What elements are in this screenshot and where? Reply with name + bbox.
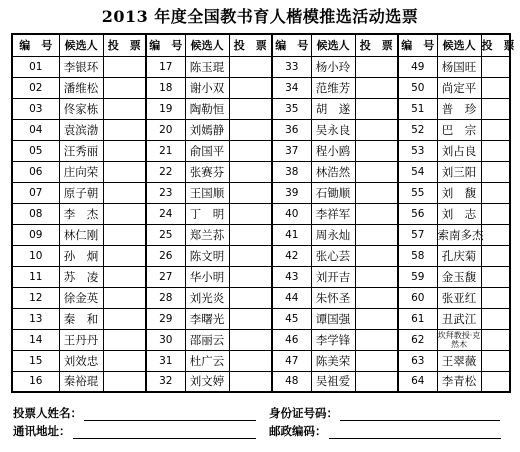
header-candidate: 候选人 bbox=[437, 34, 481, 56]
postcode-field bbox=[269, 423, 501, 439]
vote-box[interactable] bbox=[103, 329, 146, 350]
vote-box[interactable] bbox=[103, 140, 146, 161]
vote-box[interactable] bbox=[103, 266, 146, 287]
candidate-number: 08 bbox=[12, 203, 59, 224]
candidate-number: 46 bbox=[272, 329, 311, 350]
candidate-name: 秦裕琨 bbox=[59, 371, 103, 392]
candidate-number: 27 bbox=[146, 266, 185, 287]
vote-box[interactable] bbox=[481, 161, 510, 182]
vote-box[interactable] bbox=[229, 287, 272, 308]
id-number-label: 身份证号码： bbox=[269, 406, 338, 420]
candidate-number: 10 bbox=[12, 245, 59, 266]
vote-box[interactable] bbox=[355, 98, 398, 119]
candidate-number: 01 bbox=[12, 56, 59, 77]
table-row bbox=[12, 329, 510, 350]
header-candidate: 候选人 bbox=[185, 34, 229, 56]
header-number: 编 号 bbox=[398, 34, 437, 56]
candidate-number: 38 bbox=[272, 161, 311, 182]
candidate-number: 63 bbox=[398, 350, 437, 371]
vote-box[interactable] bbox=[481, 224, 510, 245]
candidate-number: 04 bbox=[12, 119, 59, 140]
vote-box[interactable] bbox=[481, 140, 510, 161]
candidate-number: 09 bbox=[12, 224, 59, 245]
vote-box[interactable] bbox=[229, 161, 272, 182]
candidate-number: 17 bbox=[146, 56, 185, 77]
candidate-number: 25 bbox=[146, 224, 185, 245]
header-number: 编 号 bbox=[272, 34, 311, 56]
table-row bbox=[12, 56, 510, 77]
vote-box[interactable] bbox=[481, 266, 510, 287]
candidate-number: 49 bbox=[398, 56, 437, 77]
candidate-number: 16 bbox=[12, 371, 59, 392]
candidate-name: 秦 和 bbox=[59, 308, 103, 329]
candidate-name: 王丹丹 bbox=[59, 329, 103, 350]
table-row bbox=[12, 98, 510, 119]
vote-box[interactable] bbox=[229, 140, 272, 161]
candidate-name: 刘光炎 bbox=[185, 287, 229, 308]
candidate-number: 15 bbox=[12, 350, 59, 371]
vote-box[interactable] bbox=[481, 350, 510, 371]
vote-box[interactable] bbox=[481, 98, 510, 119]
candidate-name: 邵丽云 bbox=[185, 329, 229, 350]
table-row bbox=[12, 161, 510, 182]
candidate-name: 李学锋 bbox=[311, 329, 355, 350]
table-row bbox=[12, 308, 510, 329]
table-row bbox=[12, 224, 510, 245]
candidate-number: 11 bbox=[12, 266, 59, 287]
candidate-number: 19 bbox=[146, 98, 185, 119]
candidate-name: 石锄顺 bbox=[311, 182, 355, 203]
vote-box[interactable] bbox=[229, 182, 272, 203]
vote-box[interactable] bbox=[229, 98, 272, 119]
vote-box[interactable] bbox=[103, 371, 146, 392]
candidate-name: 程小鸥 bbox=[311, 140, 355, 161]
candidate-number: 37 bbox=[272, 140, 311, 161]
postcode-line[interactable] bbox=[329, 426, 501, 439]
vote-box[interactable] bbox=[355, 203, 398, 224]
table-row bbox=[12, 182, 510, 203]
candidate-number: 39 bbox=[272, 182, 311, 203]
candidate-number: 42 bbox=[272, 245, 311, 266]
table-row bbox=[12, 77, 510, 98]
candidate-number: 23 bbox=[146, 182, 185, 203]
vote-box[interactable] bbox=[229, 371, 272, 392]
table-row bbox=[12, 287, 510, 308]
header-vote: 投 票 bbox=[355, 34, 398, 56]
vote-box[interactable] bbox=[103, 182, 146, 203]
candidate-number: 03 bbox=[12, 98, 59, 119]
vote-box[interactable] bbox=[103, 77, 146, 98]
header-vote: 投 票 bbox=[229, 34, 272, 56]
candidate-name: 原子朝 bbox=[59, 182, 103, 203]
vote-box[interactable] bbox=[355, 56, 398, 77]
vote-box[interactable] bbox=[481, 203, 510, 224]
candidate-name: 华小明 bbox=[185, 266, 229, 287]
candidate-number: 56 bbox=[398, 203, 437, 224]
candidate-name: 索南多杰 bbox=[437, 224, 481, 245]
vote-box[interactable] bbox=[229, 203, 272, 224]
vote-box[interactable] bbox=[355, 287, 398, 308]
vote-box[interactable] bbox=[229, 266, 272, 287]
vote-box[interactable] bbox=[355, 161, 398, 182]
candidate-name: 谭国强 bbox=[311, 308, 355, 329]
vote-box[interactable] bbox=[481, 371, 510, 392]
candidate-name: 潘维松 bbox=[59, 77, 103, 98]
candidate-number: 45 bbox=[272, 308, 311, 329]
candidate-name: 吴永良 bbox=[311, 119, 355, 140]
candidate-name: 刘文婷 bbox=[185, 371, 229, 392]
candidate-number: 53 bbox=[398, 140, 437, 161]
header-candidate: 候选人 bbox=[311, 34, 355, 56]
ballot-table bbox=[11, 33, 515, 393]
candidate-number: 43 bbox=[272, 266, 311, 287]
candidate-name: 刘 志 bbox=[437, 203, 481, 224]
vote-box[interactable] bbox=[103, 245, 146, 266]
candidate-number: 02 bbox=[12, 77, 59, 98]
candidate-number: 32 bbox=[146, 371, 185, 392]
candidate-name: 刘嫣静 bbox=[185, 119, 229, 140]
vote-box[interactable] bbox=[355, 308, 398, 329]
candidate-name: 范维芳 bbox=[311, 77, 355, 98]
candidate-number: 40 bbox=[272, 203, 311, 224]
candidate-number: 54 bbox=[398, 161, 437, 182]
candidate-number: 34 bbox=[272, 77, 311, 98]
vote-box[interactable] bbox=[103, 161, 146, 182]
vote-box[interactable] bbox=[229, 308, 272, 329]
candidate-number: 12 bbox=[12, 287, 59, 308]
header-number: 编 号 bbox=[12, 34, 59, 56]
candidate-name: 林仁刚 bbox=[59, 224, 103, 245]
candidate-number: 29 bbox=[146, 308, 185, 329]
candidate-number: 07 bbox=[12, 182, 59, 203]
candidate-name: 金玉馥 bbox=[437, 266, 481, 287]
candidate-number: 51 bbox=[398, 98, 437, 119]
candidate-name: 杨国旺 bbox=[437, 56, 481, 77]
address-line[interactable] bbox=[73, 426, 256, 439]
candidate-number: 26 bbox=[146, 245, 185, 266]
candidate-name: 李青松 bbox=[437, 371, 481, 392]
vote-box[interactable] bbox=[103, 56, 146, 77]
candidate-name: 张亚红 bbox=[437, 287, 481, 308]
candidate-name: 巴 宗 bbox=[437, 119, 481, 140]
table-row bbox=[12, 203, 510, 224]
candidate-name: 陈玉琨 bbox=[185, 56, 229, 77]
vote-box[interactable] bbox=[355, 77, 398, 98]
candidate-number: 22 bbox=[146, 161, 185, 182]
vote-box[interactable] bbox=[229, 56, 272, 77]
candidate-number: 05 bbox=[12, 140, 59, 161]
candidate-number: 52 bbox=[398, 119, 437, 140]
vote-box[interactable] bbox=[481, 329, 510, 350]
candidate-name: 杜广云 bbox=[185, 350, 229, 371]
table-row bbox=[12, 245, 510, 266]
candidate-number: 41 bbox=[272, 224, 311, 245]
candidate-name: 李祥军 bbox=[311, 203, 355, 224]
candidate-name: 汪秀丽 bbox=[59, 140, 103, 161]
candidate-name: 郑兰荪 bbox=[185, 224, 229, 245]
candidate-name: 孔庆菊 bbox=[437, 245, 481, 266]
candidate-name: 周永灿 bbox=[311, 224, 355, 245]
header-number: 编 号 bbox=[146, 34, 185, 56]
candidate-name: 李 杰 bbox=[59, 203, 103, 224]
address-label: 通讯地址： bbox=[13, 424, 71, 438]
candidate-number: 33 bbox=[272, 56, 311, 77]
ballot-title: 2013 年度全国教书育人楷模推选活动选票 bbox=[101, 7, 419, 26]
id-number-line[interactable] bbox=[340, 408, 500, 421]
vote-box[interactable] bbox=[229, 350, 272, 371]
candidate-number: 60 bbox=[398, 287, 437, 308]
candidate-number: 20 bbox=[146, 119, 185, 140]
vote-box[interactable] bbox=[103, 308, 146, 329]
candidate-name: 胡 遂 bbox=[311, 98, 355, 119]
header-vote: 投 票 bbox=[481, 34, 510, 56]
candidate-number: 06 bbox=[12, 161, 59, 182]
candidate-number: 59 bbox=[398, 266, 437, 287]
candidate-number: 13 bbox=[12, 308, 59, 329]
candidate-name: 丁 明 bbox=[185, 203, 229, 224]
vote-box[interactable] bbox=[229, 245, 272, 266]
candidate-number: 64 bbox=[398, 371, 437, 392]
vote-box[interactable] bbox=[355, 245, 398, 266]
candidate-name: 陈美荣 bbox=[311, 350, 355, 371]
vote-box[interactable] bbox=[481, 182, 510, 203]
vote-box[interactable] bbox=[229, 77, 272, 98]
candidate-number: 50 bbox=[398, 77, 437, 98]
candidate-number: 36 bbox=[272, 119, 311, 140]
vote-box[interactable] bbox=[229, 329, 272, 350]
vote-box[interactable] bbox=[481, 308, 510, 329]
vote-box[interactable] bbox=[355, 140, 398, 161]
candidate-name: 刘 馥 bbox=[437, 182, 481, 203]
voter-name-label: 投票人姓名： bbox=[13, 406, 82, 420]
header-vote: 投 票 bbox=[103, 34, 146, 56]
candidate-name: 朱怀圣 bbox=[311, 287, 355, 308]
candidate-name: 陶勒恒 bbox=[185, 98, 229, 119]
table-row bbox=[12, 371, 510, 392]
candidate-name: 苏 凌 bbox=[59, 266, 103, 287]
vote-box[interactable] bbox=[481, 77, 510, 98]
vote-box[interactable] bbox=[481, 119, 510, 140]
candidate-name: 王国顺 bbox=[185, 182, 229, 203]
candidate-name: 刘三阳 bbox=[437, 161, 481, 182]
vote-box[interactable] bbox=[103, 287, 146, 308]
table-row bbox=[12, 140, 510, 161]
vote-box[interactable] bbox=[355, 350, 398, 371]
candidate-name: 陈文明 bbox=[185, 245, 229, 266]
vote-box[interactable] bbox=[355, 329, 398, 350]
vote-box[interactable] bbox=[103, 224, 146, 245]
table-row bbox=[12, 266, 510, 287]
candidate-name: 张赛芬 bbox=[185, 161, 229, 182]
candidate-name: 刘效忠 bbox=[59, 350, 103, 371]
vote-box[interactable] bbox=[481, 287, 510, 308]
header-candidate: 候选人 bbox=[59, 34, 103, 56]
candidate-number: 55 bbox=[398, 182, 437, 203]
candidate-number: 44 bbox=[272, 287, 311, 308]
candidate-number: 35 bbox=[272, 98, 311, 119]
candidate-name: 俞国平 bbox=[185, 140, 229, 161]
candidate-name: 刘占良 bbox=[437, 140, 481, 161]
candidate-number: 62 bbox=[398, 329, 437, 350]
vote-box[interactable] bbox=[355, 224, 398, 245]
voter-name-line[interactable] bbox=[84, 408, 256, 421]
vote-box[interactable] bbox=[355, 266, 398, 287]
candidate-number: 47 bbox=[272, 350, 311, 371]
candidate-name: 坎拜教授·克然木 bbox=[437, 330, 481, 349]
candidate-number: 31 bbox=[146, 350, 185, 371]
vote-box[interactable] bbox=[481, 56, 510, 77]
candidate-name: 孙 炯 bbox=[59, 245, 103, 266]
candidate-name: 谢小双 bbox=[185, 77, 229, 98]
vote-box[interactable] bbox=[355, 371, 398, 392]
candidate-name: 徐金英 bbox=[59, 287, 103, 308]
candidate-number: 48 bbox=[272, 371, 311, 392]
header-row bbox=[12, 34, 510, 56]
candidate-name: 佟家栋 bbox=[59, 98, 103, 119]
vote-box[interactable] bbox=[355, 119, 398, 140]
candidate-name: 袁滨渤 bbox=[59, 119, 103, 140]
candidate-number: 61 bbox=[398, 308, 437, 329]
candidate-name: 王翠薇 bbox=[437, 350, 481, 371]
candidate-name: 刘开吉 bbox=[311, 266, 355, 287]
ballot-body bbox=[12, 56, 510, 392]
candidate-number: 24 bbox=[146, 203, 185, 224]
candidate-name: 李银环 bbox=[59, 56, 103, 77]
candidate-name: 李曙光 bbox=[185, 308, 229, 329]
candidate-number: 21 bbox=[146, 140, 185, 161]
id-number-field bbox=[269, 405, 500, 421]
candidate-number: 30 bbox=[146, 329, 185, 350]
candidate-number: 57 bbox=[398, 224, 437, 245]
candidate-number: 58 bbox=[398, 245, 437, 266]
candidate-name: 张心芸 bbox=[311, 245, 355, 266]
postcode-label: 邮政编码： bbox=[269, 424, 327, 438]
vote-box[interactable] bbox=[355, 182, 398, 203]
candidate-name: 杨小玲 bbox=[311, 56, 355, 77]
address-field bbox=[13, 423, 256, 439]
candidate-number: 14 bbox=[12, 329, 59, 350]
candidate-name: 普 珍 bbox=[437, 98, 481, 119]
vote-box[interactable] bbox=[481, 245, 510, 266]
vote-box[interactable] bbox=[103, 119, 146, 140]
vote-box[interactable] bbox=[103, 98, 146, 119]
candidate-name: 林浩然 bbox=[311, 161, 355, 182]
vote-box[interactable] bbox=[103, 203, 146, 224]
table-row bbox=[12, 350, 510, 371]
vote-box[interactable] bbox=[229, 224, 272, 245]
candidate-number: 18 bbox=[146, 77, 185, 98]
candidate-name: 丑武江 bbox=[437, 308, 481, 329]
vote-box[interactable] bbox=[229, 119, 272, 140]
candidate-name: 庄向荣 bbox=[59, 161, 103, 182]
candidate-name: 吴祖爱 bbox=[311, 371, 355, 392]
voter-name-field bbox=[13, 405, 256, 421]
table-row bbox=[12, 119, 510, 140]
vote-box[interactable] bbox=[103, 350, 146, 371]
candidate-number: 28 bbox=[146, 287, 185, 308]
candidate-name: 尚定平 bbox=[437, 77, 481, 98]
